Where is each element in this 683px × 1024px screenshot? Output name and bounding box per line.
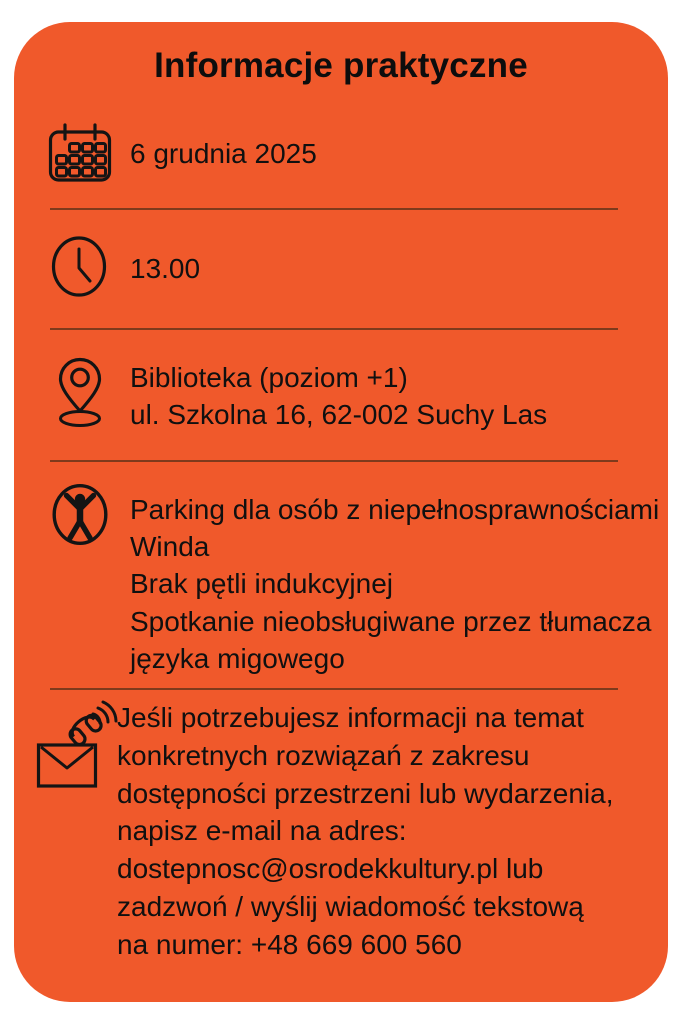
info-card bbox=[14, 22, 668, 1002]
contact-phone-line: na numer: +48 669 600 560 bbox=[117, 928, 462, 960]
contact-line: napisz e-mail na adres: bbox=[117, 815, 407, 847]
location-name: Biblioteka (poziom +1) bbox=[130, 362, 408, 393]
page-title: Informacje praktyczne bbox=[154, 46, 528, 85]
accessibility-line: Brak pętli indukcyjnej bbox=[130, 568, 394, 600]
contact-line: Jeśli potrzebujesz informacji na temat bbox=[117, 702, 584, 733]
date-row bbox=[130, 139, 317, 169]
contact-email-line: dostepnosc@osrodekkultury.pl lub bbox=[117, 853, 544, 885]
accessibility-icon bbox=[51, 483, 109, 546]
contact-row bbox=[117, 699, 613, 964]
location-row bbox=[130, 359, 547, 433]
time-row bbox=[130, 254, 200, 284]
divider bbox=[50, 328, 618, 330]
divider bbox=[50, 460, 618, 462]
accessibility-line: języka migowego bbox=[130, 642, 345, 674]
location-pin-icon bbox=[54, 356, 106, 429]
accessibility-line: Winda bbox=[130, 531, 210, 563]
contact-line: konkretnych rozwiązań z zakresu bbox=[117, 739, 530, 771]
divider bbox=[50, 688, 618, 690]
location-address: ul. Szkolna 16, 62-002 Suchy Las bbox=[130, 399, 548, 430]
accessibility-row bbox=[130, 491, 659, 677]
calendar-icon bbox=[48, 123, 112, 183]
contact-line: dostępności przestrzeni lub wydarzenia, bbox=[117, 777, 614, 809]
clock-icon bbox=[50, 235, 108, 298]
divider bbox=[50, 208, 618, 210]
time-text: 13.00 bbox=[130, 253, 201, 284]
email-phone-icon bbox=[36, 698, 120, 788]
date-text: 6 grudnia 2025 bbox=[130, 138, 317, 169]
accessibility-line: Parking dla osób z niepełnosprawnościami bbox=[130, 494, 660, 525]
contact-line: zadzwoń / wyślij wiadomość tekstową bbox=[117, 890, 584, 922]
accessibility-line: Spotkanie nieobsługiwane przez tłumacza bbox=[130, 605, 652, 637]
